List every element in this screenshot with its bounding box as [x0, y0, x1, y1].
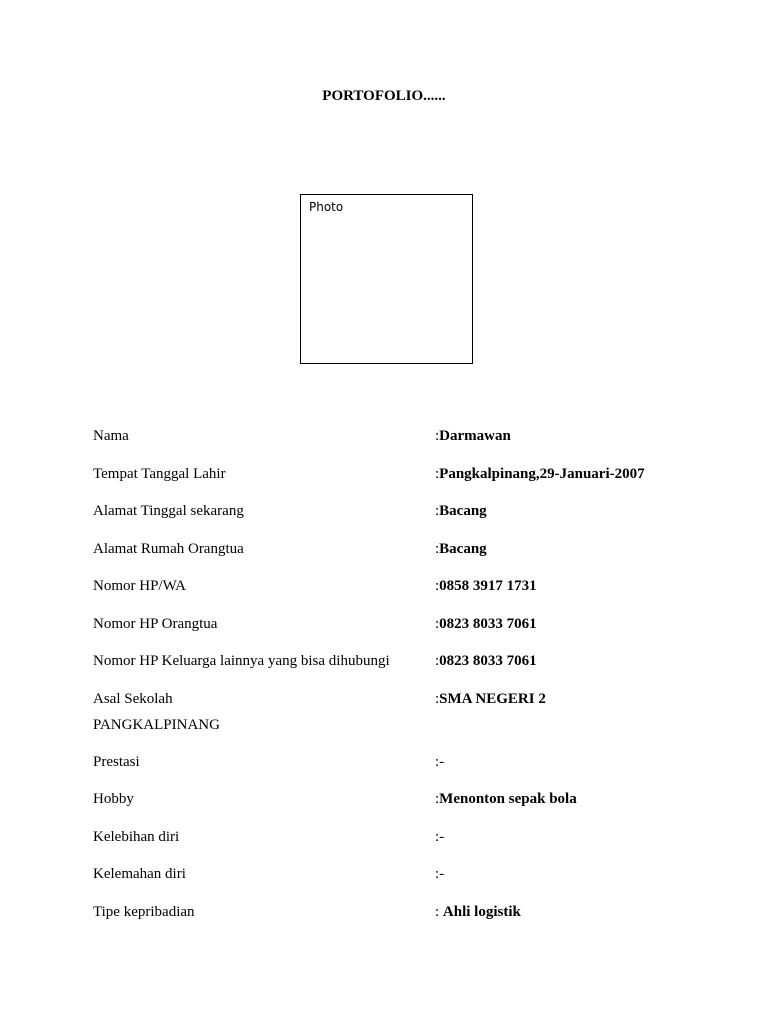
field-value-text: Menonton sepak bola [439, 791, 577, 807]
field-colon: : [435, 653, 440, 669]
field-value [435, 648, 537, 674]
field-colon: : [435, 465, 440, 482]
field-tipe-kepribadian [93, 899, 693, 937]
field-colon: : [435, 903, 443, 920]
field-value [435, 498, 487, 524]
field-value [435, 786, 577, 812]
page-title: PORTOFOLIO...... [322, 88, 446, 104]
field-value-text: 0823 8033 7061 [439, 653, 537, 669]
field-value-text: Bacang [439, 540, 487, 557]
field-value [435, 686, 546, 712]
field-value [435, 461, 645, 487]
field-kelebihan-diri [93, 824, 693, 862]
field-label: Nomor HP Keluarga lainnya yang bisa dihubungi [93, 653, 390, 669]
field-value [435, 536, 487, 562]
field-label-line1: Asal Sekolah [93, 690, 173, 707]
field-hobby [93, 786, 693, 824]
field-tempat-tanggal-lahir [93, 461, 693, 499]
field-value [435, 824, 444, 850]
field-label: Prestasi [93, 753, 140, 770]
field-value [435, 749, 444, 775]
field-label: Kelemahan diri [93, 866, 186, 882]
photo-placeholder [300, 194, 473, 364]
field-label: Nomor HP/WA [93, 578, 186, 594]
field-colon: : [435, 578, 440, 594]
field-label: Hobby [93, 791, 134, 807]
field-colon: :- [435, 866, 445, 882]
photo-label: Photo [309, 200, 344, 214]
field-alamat-tinggal [93, 498, 693, 536]
field-colon: :- [435, 828, 445, 845]
field-value [435, 423, 511, 449]
field-label-line2: PANGKALPINANG [93, 716, 220, 733]
field-value [435, 611, 537, 637]
field-nomor-hp-keluarga [93, 648, 693, 686]
field-asal-sekolah [93, 686, 693, 749]
field-colon: : [435, 615, 440, 632]
field-label: Tempat Tanggal Lahir [93, 465, 226, 482]
field-value [435, 861, 444, 887]
field-value-text: 0858 3917 1731 [439, 578, 537, 594]
field-colon: : [435, 540, 440, 557]
field-colon: : [435, 503, 440, 519]
field-label: Alamat Tinggal sekarang [93, 503, 244, 519]
field-prestasi [93, 749, 693, 787]
field-alamat-orangtua [93, 536, 693, 574]
field-value-text: Darmawan [439, 428, 511, 444]
field-value [435, 899, 521, 925]
field-label: Kelebihan diri [93, 828, 180, 845]
field-label: Nama [93, 428, 129, 444]
field-value-text: 0823 8033 7061 [439, 615, 537, 632]
field-value-text: Ahli logistik [442, 903, 521, 920]
field-value-text: Bacang [439, 503, 487, 519]
field-nomor-hp-wa [93, 573, 693, 611]
biodata-list [93, 423, 693, 936]
field-colon: : [435, 791, 440, 807]
field-value [435, 573, 537, 599]
field-nomor-hp-orangtua [93, 611, 693, 649]
field-colon: :- [435, 753, 445, 770]
field-colon: : [435, 690, 440, 707]
field-label: Alamat Rumah Orangtua [93, 540, 244, 557]
field-colon: : [435, 428, 440, 444]
field-kelemahan-diri [93, 861, 693, 899]
field-nama [93, 423, 693, 461]
field-label [93, 686, 413, 738]
field-value-text: SMA NEGERI 2 [439, 690, 546, 707]
field-value-text: Pangkalpinang,29-Januari-2007 [439, 465, 645, 482]
field-label: Tipe kepribadian [93, 903, 195, 920]
field-label: Nomor HP Orangtua [93, 615, 218, 632]
